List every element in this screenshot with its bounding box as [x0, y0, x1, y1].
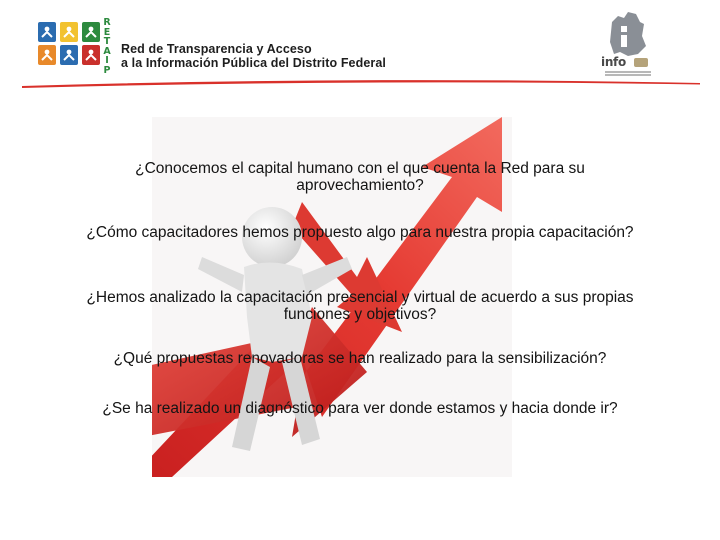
question-2: ¿Cómo capacitadores hemos propuesto algo para nuestra propia capacitación? — [86, 224, 634, 241]
org-name-line-2: a la Información Pública del Distrito Federal — [121, 56, 386, 70]
retaip-letter: E — [103, 26, 111, 38]
figure-icon — [62, 25, 76, 39]
retaip-letter: T — [103, 36, 111, 48]
logo-cell-red — [82, 45, 100, 65]
logo-cell-orange — [38, 45, 56, 65]
logo-cell-green — [82, 22, 100, 42]
figure-icon — [84, 48, 98, 62]
header-red-rule — [0, 72, 720, 92]
figure-icon — [62, 48, 76, 62]
logo-cell-blue-2 — [60, 45, 78, 65]
figure-icon — [84, 25, 98, 39]
retaip-logo — [36, 20, 102, 72]
question-3: ¿Hemos analizado la capacitación presencial y virtual de acuerdo a sus propias funciones y objetivos? — [86, 289, 634, 323]
retaip-letter: I — [105, 55, 109, 67]
logo-cell-blue — [38, 22, 56, 42]
retaip-letter: R — [103, 17, 111, 28]
retaip-vertical-text — [101, 18, 113, 76]
logo-cell-yellow — [60, 22, 78, 42]
header — [0, 0, 720, 100]
org-name-line-1: Red de Transparencia y Acceso — [121, 42, 312, 56]
df-badge — [634, 58, 648, 67]
retaip-letter: A — [103, 45, 111, 57]
figure-icon — [40, 48, 54, 62]
info-logo-text: info — [601, 55, 626, 69]
retaip-letter: P — [103, 64, 111, 76]
question-5: ¿Se ha realizado un diagnóstico para ver donde estamos y hacia donde ir? — [102, 400, 618, 417]
figure-icon — [40, 25, 54, 39]
question-4: ¿Qué propuestas renovadoras se han realizado para la sensibilización? — [113, 350, 607, 367]
question-1: ¿Conocemos el capital humano con el que cuenta la Red para su aprovechamiento? — [135, 160, 585, 194]
